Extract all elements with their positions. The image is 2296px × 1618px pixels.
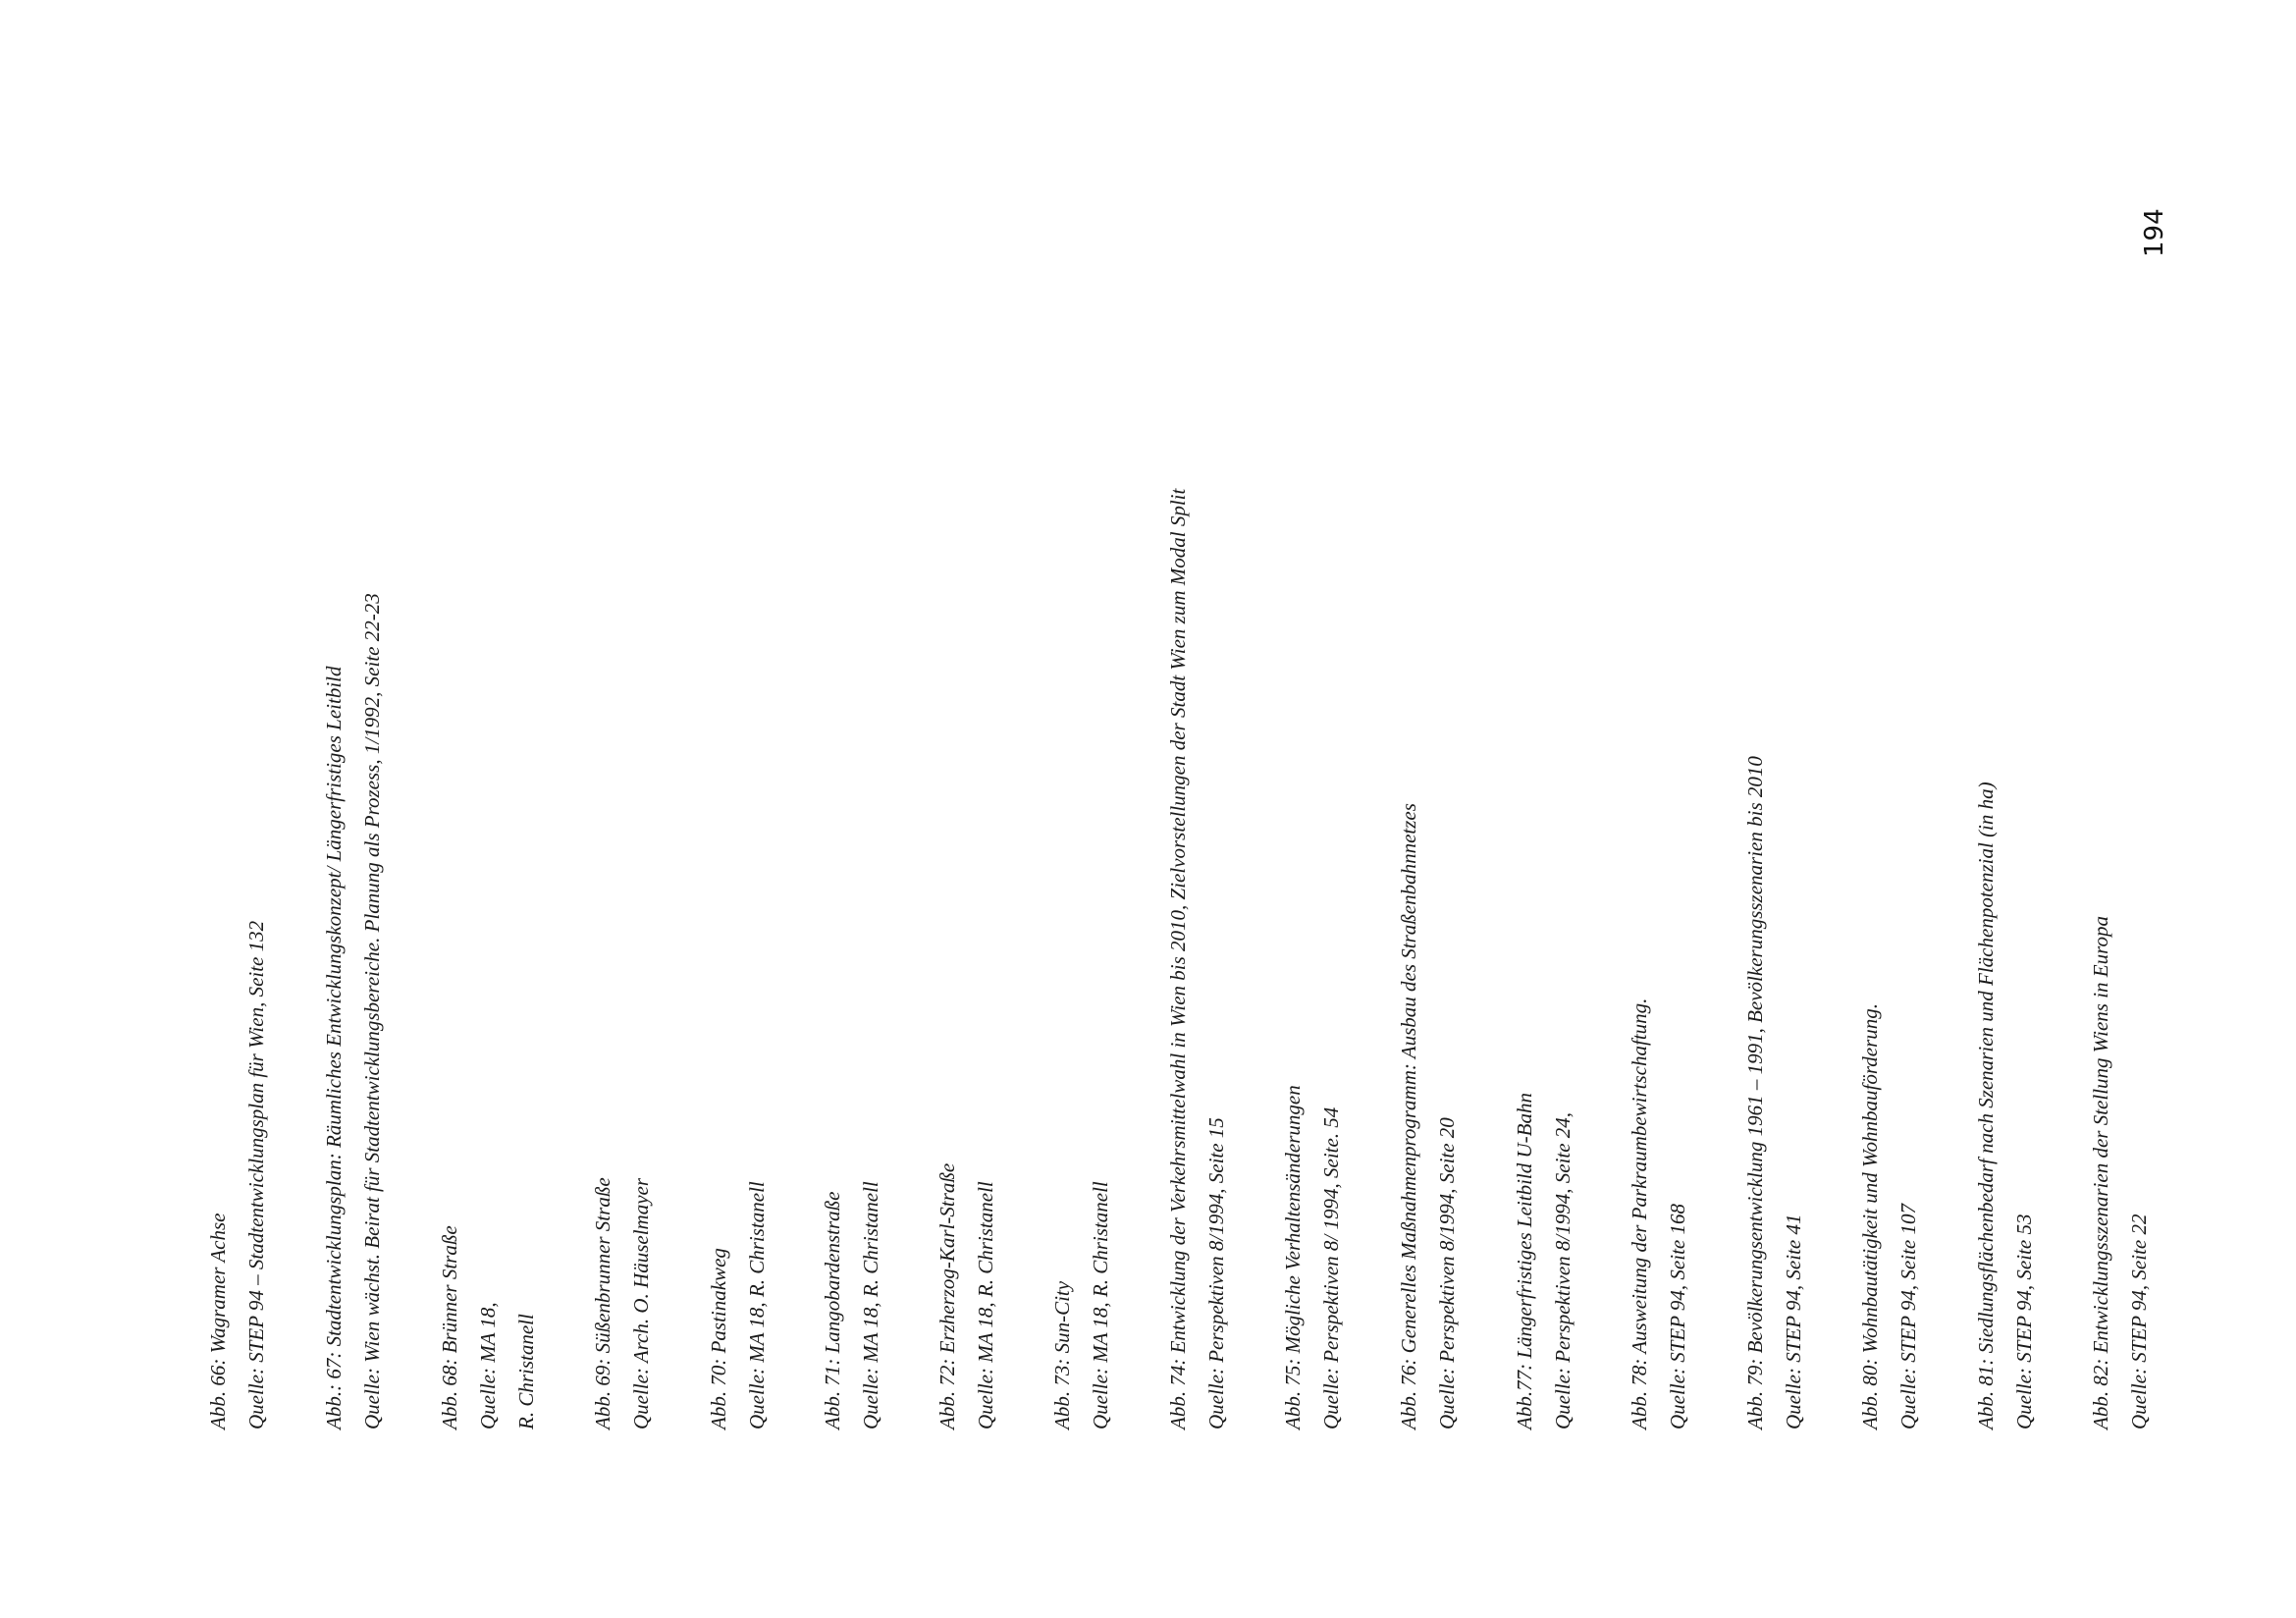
figure-caption: Abb. 75: Mögliche Verhaltensänderungen: [1281, 1085, 1305, 1429]
figure-source: Quelle: Perspektiven 8/1994, Seite 15: [1204, 1117, 1228, 1429]
figure-source: Quelle: MA 18, R. Christanell: [1089, 1181, 1112, 1429]
figure-source: Quelle: STEP 94, Seite 168: [1666, 1204, 1689, 1429]
figure-caption: Abb. 69: Süßenbrunner Straße: [591, 1177, 614, 1429]
figure-source: Quelle: Perspektiven 8/1994, Seite 20: [1435, 1117, 1459, 1429]
figure-caption: Abb.: 67: Stadtentwicklungsplan: Räumliches Entwicklungskonzept/ Längerfristiges Leitbild: [322, 666, 346, 1429]
figure-source: Quelle: STEP 94, Seite 22: [2127, 1214, 2151, 1429]
figure-source: Quelle: STEP 94, Seite 53: [2012, 1214, 2036, 1429]
figure-caption: Abb. 81: Siedlungsflächenbedarf nach Szenarien und Flächenpotenzial (in ha): [1974, 782, 1998, 1429]
figure-source: Quelle: MA 18, R. Christanell: [859, 1181, 882, 1429]
figure-source: Quelle: MA 18, R. Christanell: [974, 1181, 997, 1429]
figure-caption: Abb. 71: Langobardenstraße: [821, 1191, 844, 1429]
figure-source: Quelle: STEP 94, Seite 41: [1782, 1214, 1805, 1429]
figure-caption: Abb. 80: Wohnbautätigkeit und Wohnbauförderung.: [1858, 1003, 1882, 1429]
figure-caption: Abb. 70: Pastinakweg: [707, 1248, 730, 1429]
figure-source-continuation: R. Christanell: [514, 1314, 538, 1429]
figure-source: Quelle: Perspektiven 8/ 1994, Seite. 54: [1319, 1106, 1343, 1429]
figure-caption: Abb. 79: Bevölkerungsentwicklung 1961 – 1991, Bevölkerungsszenarien bis 2010: [1743, 756, 1767, 1429]
figure-caption: Abb.77: Längerfristiges Leitbild U-Bahn: [1513, 1093, 1536, 1429]
figure-caption: Abb. 66: Wagramer Achse: [206, 1213, 230, 1429]
figure-caption: Abb. 74: Entwicklung der Verkehrsmittelwahl in Wien bis 2010, Zielvorstellungen der Stadt Wien zum Modal Split: [1166, 488, 1190, 1429]
figure-caption: Abb. 73: Sun-City: [1050, 1280, 1074, 1429]
figure-caption: Abb. 78: Ausweitung der Parkraumbewirtschaftung.: [1628, 998, 1651, 1429]
page-number: 194: [2140, 208, 2169, 257]
figure-source: Quelle: Wien wächst. Beirat für Stadtentwicklungsbereiche. Planung als Prozess, 1/1992, Seite 22-23: [360, 593, 384, 1429]
figure-caption: Abb. 76: Generelles Maßnahmenprogramm: Ausbau des Straßenbahnnetzes: [1397, 803, 1420, 1429]
figure-source: Quelle: MA 18, R. Christanell: [745, 1181, 769, 1429]
figure-caption: Abb. 82: Entwicklungsszenarien der Stellung Wiens in Europa: [2089, 915, 2112, 1429]
figure-source: Quelle: STEP 94 – Stadtentwicklungsplan für Wien, Seite 132: [244, 920, 268, 1429]
figure-caption: Abb. 68: Brünner Straße: [438, 1225, 461, 1429]
figure-source: Quelle: STEP 94, Seite 107: [1896, 1204, 1920, 1429]
figure-source: Quelle: MA 18,: [476, 1302, 500, 1429]
figure-source: Quelle: Perspektiven 8/1994, Seite 24,: [1551, 1111, 1575, 1429]
figure-caption: Abb. 72: Erzherzog-Karl-Straße: [935, 1162, 959, 1429]
figure-source: Quelle: Arch. O. Häuselmayer: [629, 1177, 653, 1429]
